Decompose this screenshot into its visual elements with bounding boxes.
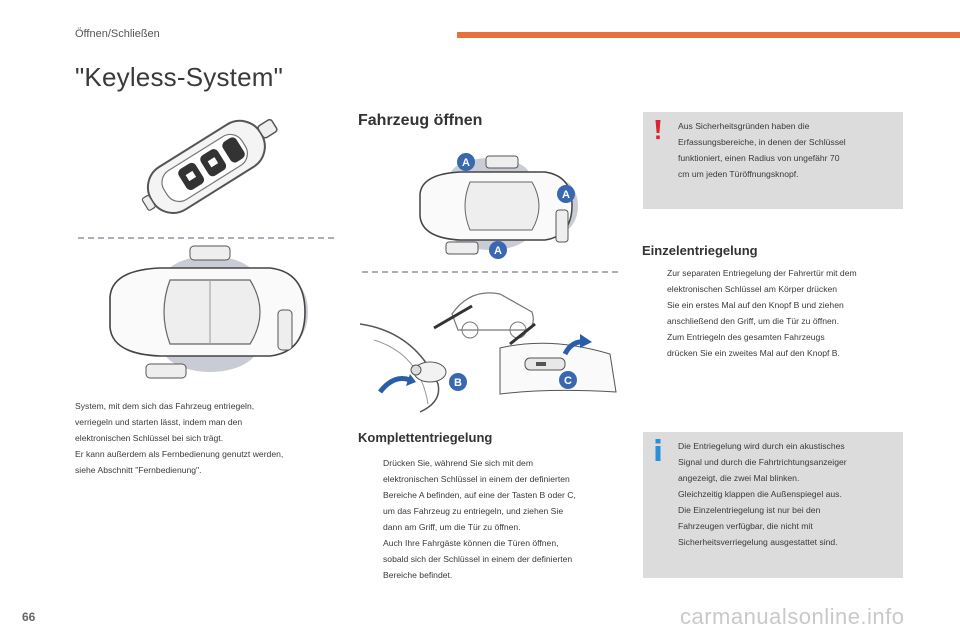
list-line: sobald sich der Schlüssel in einem der definierten xyxy=(383,554,573,564)
list-line: Zur separaten Entriegelung der Fahrertür mit dem xyxy=(667,268,857,278)
list-line: elektronischen Schlüssel in einem der definierten xyxy=(383,474,570,484)
info-line: Gleichzeitig klappen die Außenspiegel aus. xyxy=(678,489,842,499)
list-line: Bereiche A befinden, auf eine der Tasten B oder C, xyxy=(383,490,576,500)
info-line: Sicherheitsverriegelung ausgestattet sind. xyxy=(678,537,838,547)
list-line: drücken Sie ein zweites Mal auf den Knopf B. xyxy=(667,348,840,358)
list-line: elektronischen Schlüssel am Körper drücken xyxy=(667,284,838,294)
key-fob-illustration xyxy=(125,112,295,222)
list-item xyxy=(642,265,907,329)
heading-einzelentriegelung: Einzelentriegelung xyxy=(642,243,758,258)
intro-text xyxy=(75,398,340,478)
info-line: Die Einzelentriegelung ist nur bei den xyxy=(678,505,821,515)
divider-dashed xyxy=(362,271,618,273)
header-accent-bar xyxy=(457,32,960,38)
intro-line: verriegeln und starten lässt, indem man den xyxy=(75,417,243,427)
list-line: Bereiche befindet. xyxy=(383,570,453,580)
info-line: angezeigt, die zwei Mal blinken. xyxy=(678,473,800,483)
warning-box xyxy=(643,112,903,209)
list-line: Drücken Sie, während Sie sich mit dem xyxy=(383,458,533,468)
zone-label-a: A xyxy=(562,189,570,201)
door-handle-buttons-illustration xyxy=(360,284,625,414)
warning-line: cm um jeden Türöffnungsknopf. xyxy=(678,169,799,179)
zone-label-a: A xyxy=(494,245,502,257)
warning-line: Aus Sicherheitsgründen haben die xyxy=(678,121,810,131)
list-line: Auch Ihre Fahrgäste können die Türen öffnen, xyxy=(383,538,559,548)
intro-line: siehe Abschnitt "Fernbedienung". xyxy=(75,465,202,475)
zone-label-a: A xyxy=(462,157,470,169)
warning-line: Erfassungsbereiche, in denen der Schlüssel xyxy=(678,137,846,147)
heading-komplettentriegelung: Komplettentriegelung xyxy=(358,430,493,445)
exclamation-icon xyxy=(651,118,665,142)
car-detection-zones-illustration xyxy=(100,242,320,382)
intro-line: System, mit dem sich das Fahrzeug entriegeln, xyxy=(75,401,255,411)
intro-line: Er kann außerdem als Fernbedienung genutzt werden, xyxy=(75,449,284,459)
info-box xyxy=(643,432,903,578)
list-line: Sie ein erstes Mal auf den Knopf B und ziehen xyxy=(667,300,844,310)
list-item xyxy=(642,329,907,361)
info-line: Fahrzeugen verfügbar, die nicht mit xyxy=(678,521,813,531)
watermark: carmanualsonline.info xyxy=(680,604,905,629)
page-title: "Keyless-System" xyxy=(75,62,284,92)
intro-line: elektronischen Schlüssel bei sich trägt. xyxy=(75,433,224,443)
button-label-b: B xyxy=(454,377,462,389)
list-line: dann am Griff, um die Tür zu öffnen. xyxy=(383,522,521,532)
warning-line: funktioniert, einen Radius von ungefähr 70 xyxy=(678,153,840,163)
section-label: Öffnen/Schließen xyxy=(75,28,160,40)
list-line: anschließend den Griff, um die Tür zu öffnen. xyxy=(667,316,839,326)
list-line: Zum Entriegeln des gesamten Fahrzeugs xyxy=(667,332,825,342)
list-line: um das Fahrzeug zu entriegeln, und ziehen Sie xyxy=(383,506,564,516)
divider-dashed xyxy=(78,237,334,239)
car-zones-a-illustration xyxy=(410,150,590,268)
einzelentriegelung-list xyxy=(642,265,907,361)
list-item xyxy=(358,455,628,583)
page-number: 66 xyxy=(22,610,36,624)
heading-fahrzeug-oeffnen: Fahrzeug öffnen xyxy=(358,112,483,129)
info-line: Signal und durch die Fahrtrichtungsanzeiger xyxy=(678,457,847,467)
info-icon xyxy=(651,438,665,462)
button-label-c: C xyxy=(564,375,572,387)
komplettentriegelung-list xyxy=(358,455,628,583)
info-line: Die Entriegelung wird durch ein akustisches xyxy=(678,441,845,451)
